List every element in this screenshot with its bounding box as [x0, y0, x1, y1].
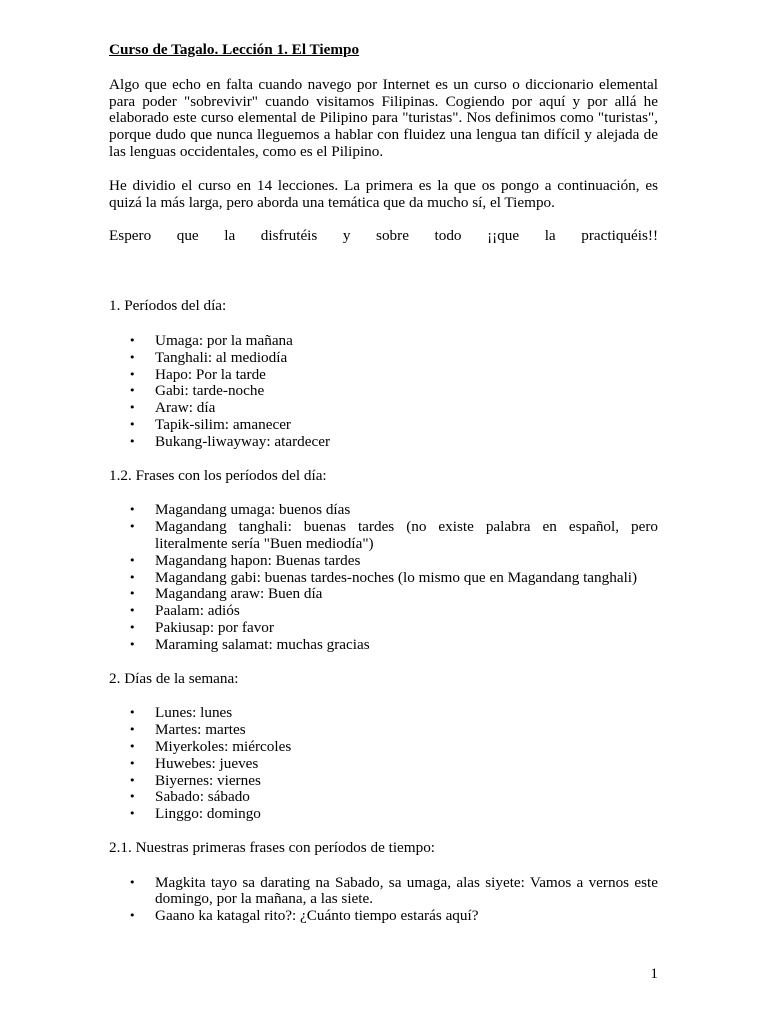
- list-item: • Martes: martes: [109, 722, 658, 739]
- bullet-list: [109, 705, 658, 823]
- bullet-list: [109, 875, 658, 925]
- section-periods-of-day: [109, 298, 658, 450]
- list-item: • Miyerkoles: miércoles: [109, 739, 658, 756]
- document-title: Curso de Tagalo. Lección 1. El Tiempo: [109, 41, 360, 58]
- section-heading: 2. Días de la semana:: [109, 669, 239, 687]
- list-item: • Biyernes: viernes: [109, 773, 658, 790]
- list-item: • Paalam: adiós: [109, 603, 658, 620]
- list-item: • Huwebes: jueves: [109, 756, 658, 773]
- section-heading: 1. Períodos del día:: [109, 297, 227, 315]
- document-page: [109, 42, 658, 925]
- list-item: • Magandang gabi: buenas tardes-noches (lo mismo que en Magandang tanghali): [109, 570, 658, 587]
- section-heading: 1.2. Frases con los períodos del día:: [109, 466, 327, 484]
- list-item: • Tapik-silim: amanecer: [109, 417, 658, 434]
- section-day-phrases: [109, 468, 658, 654]
- list-item: • Magkita tayo sa darating na Sabado, sa umaga, alas siyete: Vamos a vernos este domingo, por la mañana, a las siete.: [109, 875, 658, 909]
- intro: [109, 77, 658, 245]
- list-item: • Gabi: tarde-noche: [109, 383, 658, 400]
- section-first-phrases: [109, 840, 658, 925]
- intro-paragraph: Algo que echo en falta cuando navego por Internet es un curso o diccionario elemental para poder "sobrevivir" cuando visitamos Filipinas. Cogiendo por aquí y por allá he elaborado este curso elemental de Pilipino para "turistas". Nos definimos como "turistas", porque dudo que nunca lleguemos a hablar con fluidez una lengua tan difícil y alejada de las lenguas occidentales, como es el Pilipino.: [109, 75, 658, 160]
- section-weekdays: [109, 671, 658, 823]
- list-item: • Magandang hapon: Buenas tardes: [109, 553, 658, 570]
- list-item: • Magandang araw: Buen día: [109, 586, 658, 603]
- intro-paragraph: Espero que la disfrutéis y sobre todo ¡¡que la practiquéis!!: [109, 227, 658, 245]
- page-number: 1: [650, 965, 658, 982]
- list-item: • Magandang umaga: buenos días: [109, 502, 658, 519]
- intro-paragraph: He dividio el curso en 14 lecciones. La primera es la que os pongo a continuación, es quizá la más larga, pero aborda una temática que da mucho sí, el Tiempo.: [109, 176, 658, 211]
- list-item: • Lunes: lunes: [109, 705, 658, 722]
- bullet-list: [109, 502, 658, 653]
- list-item: • Gaano ka katagal rito?: ¿Cuánto tiempo estarás aquí?: [109, 908, 658, 925]
- list-item: • Magandang tanghali: buenas tardes (no existe palabra en español, pero literalmente sería "Buen mediodía"): [109, 519, 658, 553]
- list-item: • Tanghali: al mediodía: [109, 350, 658, 367]
- list-item: • Pakiusap: por favor: [109, 620, 658, 637]
- section-heading: 2.1. Nuestras primeras frases con períodos de tiempo:: [109, 838, 436, 856]
- bullet-list: [109, 333, 658, 451]
- list-item: • Bukang-liwayway: atardecer: [109, 434, 658, 451]
- list-item: • Umaga: por la mañana: [109, 333, 658, 350]
- list-item: • Araw: día: [109, 400, 658, 417]
- list-item: • Sabado: sábado: [109, 789, 658, 806]
- list-item: • Maraming salamat: muchas gracias: [109, 637, 658, 654]
- list-item: • Linggo: domingo: [109, 806, 658, 823]
- list-item: • Hapo: Por la tarde: [109, 367, 658, 384]
